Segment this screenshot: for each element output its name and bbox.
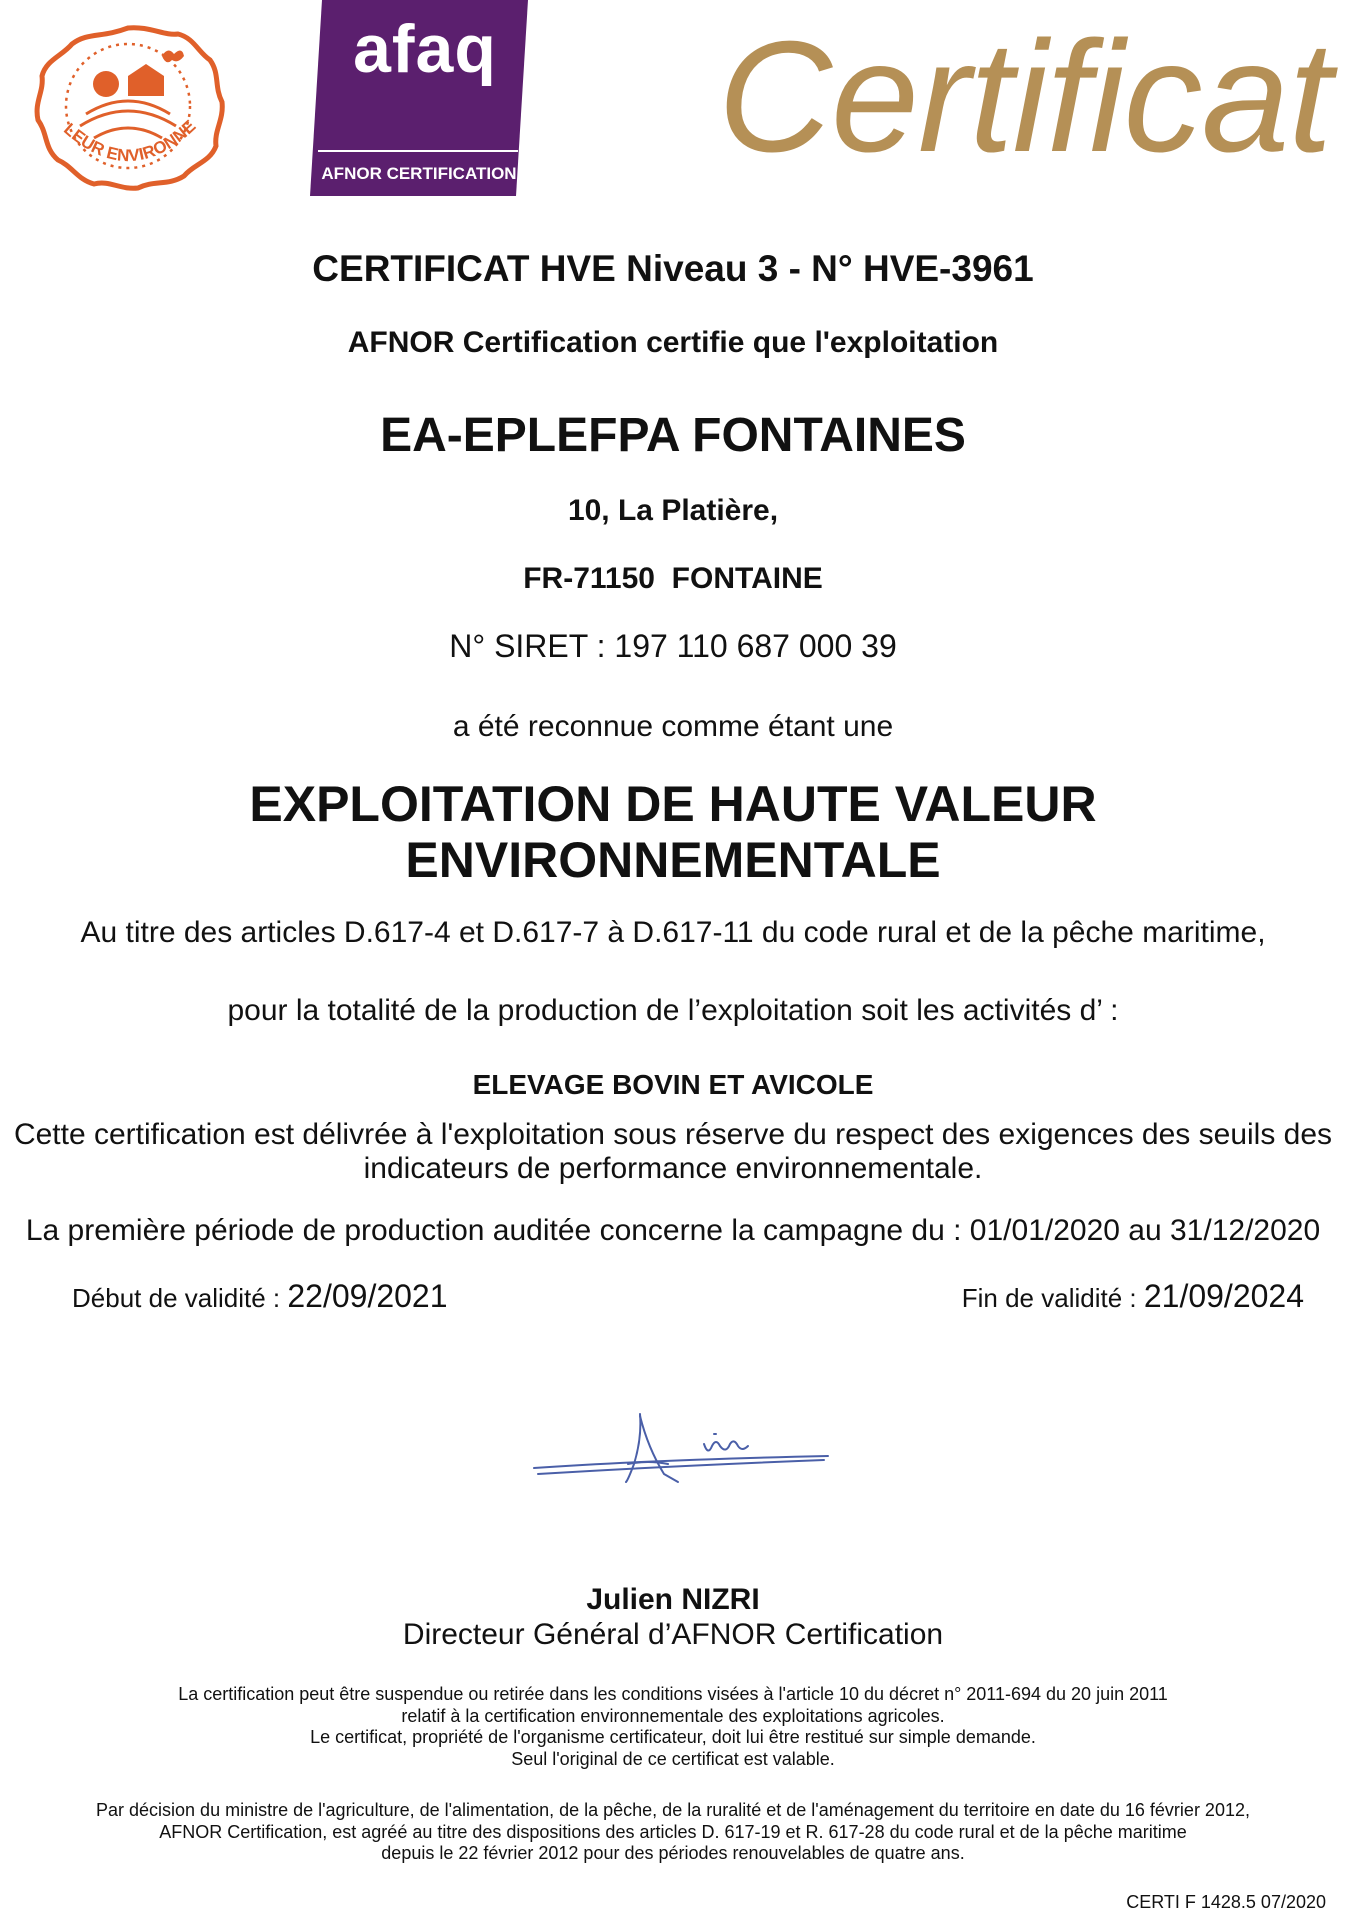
validity-start-date: 22/09/2021 xyxy=(287,1278,448,1314)
decision-line: Par décision du ministre de l'agriculture, de l'alimentation, de la pêche, de la ruralité et de l'aménagement du territoire en date du 16 février 2012, xyxy=(96,1800,1250,1820)
ministerial-decision xyxy=(0,1800,1346,1865)
certificat-heading: Certificat xyxy=(718,9,1332,185)
legal-basis: Au titre des articles D.617-4 et D.617-7 à D.617-11 du code rural et de la pêche maritime, xyxy=(80,916,1266,949)
status-line-1: EXPLOITATION DE HAUTE VALEUR xyxy=(249,776,1097,832)
validity-start-label: Début de validité : xyxy=(72,1283,288,1313)
certificate-title: CERTIFICAT HVE Niveau 3 - N° HVE-3961 xyxy=(312,248,1034,289)
certification-intro: AFNOR Certification certifie que l'exploitation xyxy=(347,326,999,359)
notice-line: La certification peut être suspendue ou retirée dans les conditions visées à l'article 10 du décret n° 2011-694 du 20 juin 2011 xyxy=(178,1684,1168,1704)
afaq-logo xyxy=(310,0,528,196)
certification-status xyxy=(0,776,1346,888)
recognition-text: a été reconnue comme étant une xyxy=(452,710,894,743)
signatory-name: Julien NIZRI xyxy=(586,1583,760,1616)
validity-start xyxy=(72,1278,448,1315)
notice-line: relatif à la certification environnementale des exploitations agricoles. xyxy=(401,1705,945,1726)
signatory-role: Directeur Général d’AFNOR Certification xyxy=(402,1618,944,1651)
decision-line: depuis le 22 février 2012 pour des périodes renouvelables de quatre ans. xyxy=(381,1843,965,1863)
hve-logo xyxy=(28,22,228,194)
afaq-subtitle: AFNOR CERTIFICATION xyxy=(321,164,517,183)
scope-intro: pour la totalité de la production de l’exploitation soit les activités d’ : xyxy=(227,994,1119,1027)
document-reference: CERTI F 1428.5 07/2020 xyxy=(1126,1892,1326,1912)
activities: ELEVAGE BOVIN ET AVICOLE xyxy=(472,1069,874,1100)
decision-line: AFNOR Certification, est agréé au titre des dispositions des articles D. 617-19 et R. 617-28 du code rural et de la pêche maritime xyxy=(159,1821,1187,1842)
address-line-1: 10, La Platière, xyxy=(567,494,779,527)
validity-end-date: 21/09/2024 xyxy=(1143,1278,1304,1314)
validity-end xyxy=(962,1278,1304,1315)
validity-end-label: Fin de validité : xyxy=(961,1283,1144,1313)
svg-text:HAUTE VALEUR ENVIRONNEMENTALE: LEUR ENVIRONNE xyxy=(60,116,200,166)
certification-condition xyxy=(0,1118,1346,1186)
notice-line: Le certificat, propriété de l'organisme certificateur, doit lui être restitué sur simple demande. xyxy=(310,1727,1036,1747)
afaq-wordmark: afaq xyxy=(353,11,497,87)
condition-line-2: indicateurs de performance environnementale. xyxy=(363,1152,983,1185)
status-line-2: ENVIRONNEMENTALE xyxy=(405,832,941,888)
suspension-notice xyxy=(0,1684,1346,1770)
condition-line-1: Cette certification est délivrée à l'exploitation sous réserve du respect des exigences des seuils des xyxy=(13,1118,1333,1151)
afaq-divider xyxy=(318,150,518,152)
siret-number: N° SIRET : 197 110 687 000 39 xyxy=(449,628,897,664)
address-line-2: FR-71150 FONTAINE xyxy=(523,562,823,595)
signature xyxy=(528,1408,838,1488)
first-audit-period: La première période de production auditée concerne la campagne du : 01/01/2020 au 31/12/2020 xyxy=(25,1214,1321,1247)
holder-name: EA-EPLEFPA FONTAINES xyxy=(380,409,966,462)
notice-line: Seul l'original de ce certificat est valable. xyxy=(511,1748,835,1769)
